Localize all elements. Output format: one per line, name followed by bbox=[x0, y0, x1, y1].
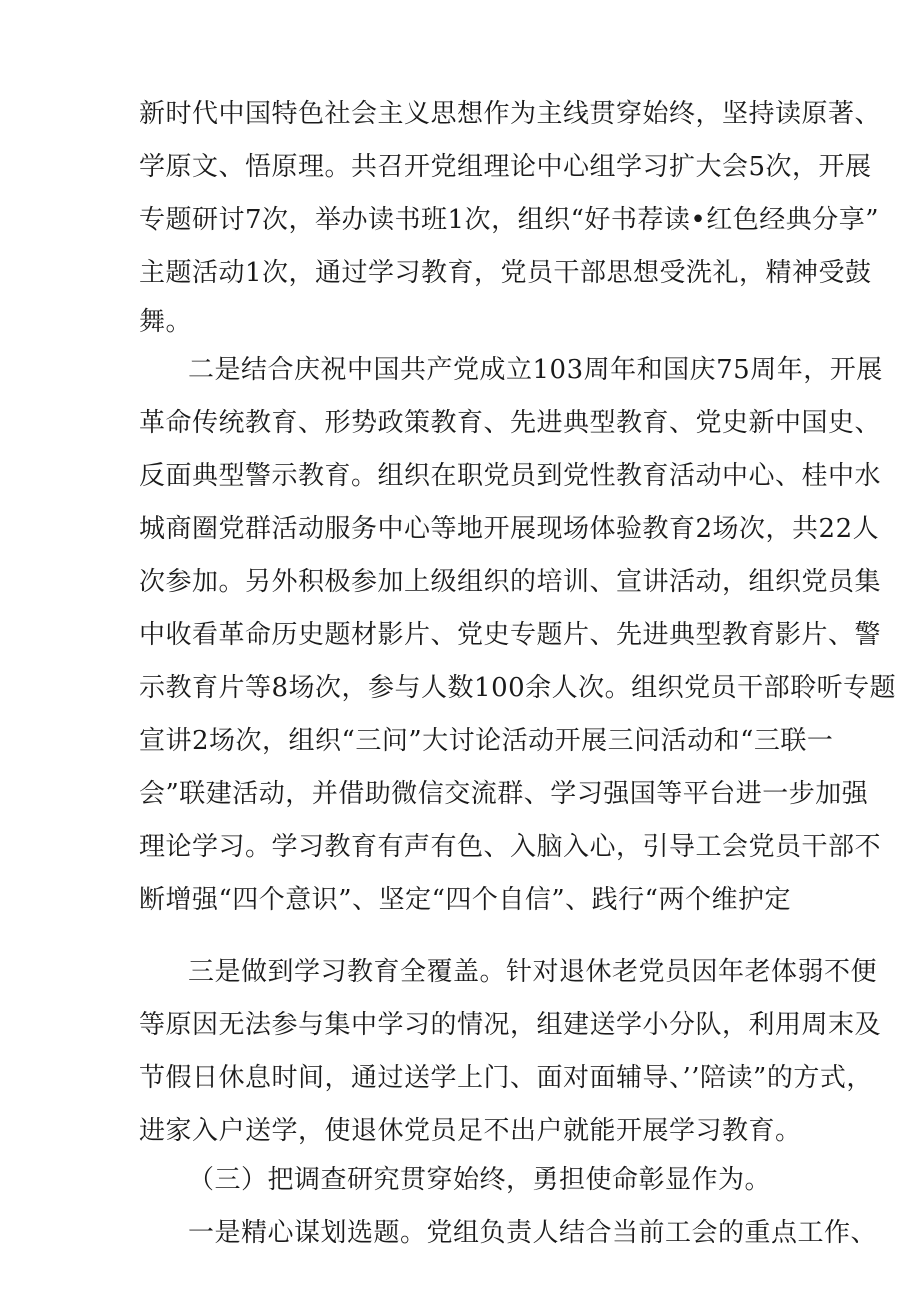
paragraph-line: 等原因无法参与集中学习的情况，组建送学小分队，利用周末及 bbox=[139, 1010, 882, 1040]
paragraph-line: 会”联建活动，并借助微信交流群、学习强国等平台进一步加强 bbox=[139, 779, 869, 809]
paragraph-line: 示教育片等8场次，参与人数100余人次。组织党员干部聆听专题 bbox=[139, 673, 897, 703]
paragraph-line: 节假日休息时间，通过送学上门、面对面辅导、’’陪读”的方式， bbox=[139, 1063, 873, 1093]
paragraph-line: 断增强“四个意识”、坚定“四个自信”、践行“两个维护定 bbox=[139, 885, 791, 915]
paragraph-line: 学原文、悟原理。共召开党组理论中心组学习扩大会5次，开展 bbox=[139, 152, 872, 182]
section-heading: （三）把调查研究贯穿始终，勇担使命彰显作为。 bbox=[188, 1165, 772, 1195]
paragraph-line: 宣讲2场次，组织“三问”大讨论活动开展三问活动和“三联一 bbox=[139, 726, 834, 756]
paragraph-line: 一是精心谋划选题。党组负责人结合当前工会的重点工作、 bbox=[188, 1218, 878, 1248]
paragraph-line: 理论学习。学习教育有声有色、入脑入心，引导工会党员干部不 bbox=[139, 832, 882, 862]
paragraph-line: 二是结合庆祝中国共产党成立103周年和国庆75周年，开展 bbox=[188, 355, 883, 385]
paragraph-line: 城商圈党群活动服务中心等地开展现场体验教育2场次，共22人 bbox=[139, 514, 880, 544]
paragraph-line: 中收看革命历史题材影片、党史专题片、先进典型教育影片、警 bbox=[139, 620, 882, 650]
paragraph-line: 进家入户送学，使退休党员足不出户就能开展学习教育。 bbox=[139, 1116, 802, 1146]
paragraph-line: 反面典型警示教育。组织在职党员到党性教育活动中心、桂中水 bbox=[139, 461, 882, 491]
paragraph-line: 革命传统教育、形势政策教育、先进典型教育、党史新中国史、 bbox=[139, 408, 882, 438]
paragraph-line: 舞。 bbox=[139, 307, 193, 337]
paragraph-line: 次参加。另外积极参加上级组织的培训、宣讲活动，组织党员集 bbox=[139, 567, 882, 597]
paragraph-line: 主题活动1次，通过学习教育，党员干部思想受洗礼，精神受鼓 bbox=[139, 258, 872, 288]
paragraph-line: 新时代中国特色社会主义思想作为主线贯穿始终，坚持读原著、 bbox=[139, 99, 882, 129]
paragraph-line: 专题研讨7次，举办读书班1次，组织“好书荐读•红色经典分享” bbox=[139, 205, 880, 235]
paragraph-line: 三是做到学习教育全覆盖。针对退休老党员因年老体弱不便 bbox=[188, 957, 878, 987]
